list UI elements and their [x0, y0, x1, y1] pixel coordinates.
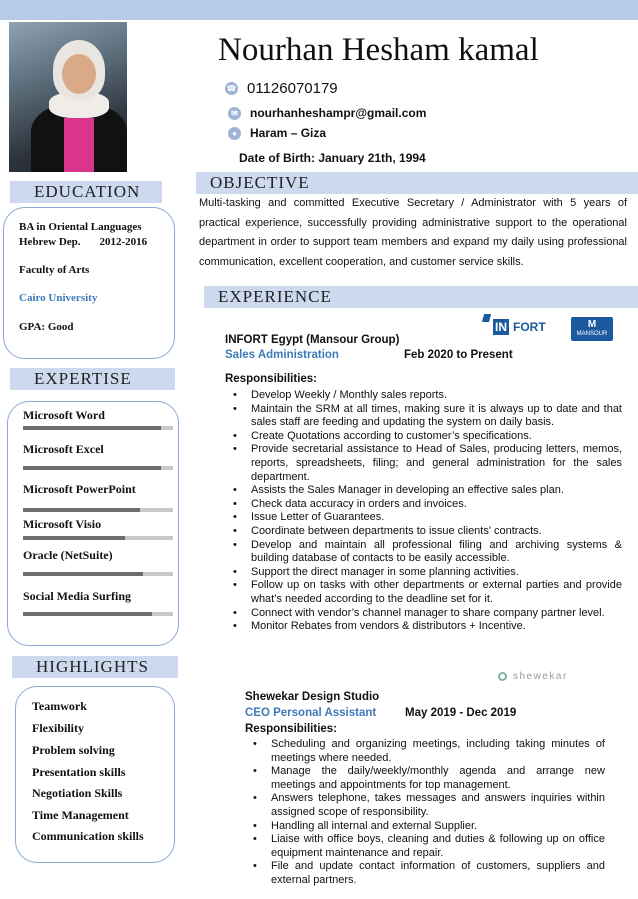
- university: Cairo University: [19, 292, 98, 304]
- top-band: [0, 0, 638, 20]
- skill-label: Oracle (NetSuite): [23, 548, 113, 562]
- responsibility-item: • Develop Weekly / Monthly sales reports.: [226, 389, 622, 403]
- responsibilities-label: Responsibilities:: [225, 373, 318, 385]
- highlights-heading: HIGHLIGHTS: [12, 656, 178, 678]
- skill-bar-fill: [23, 426, 161, 430]
- shewekar-logo-mark: [498, 672, 507, 681]
- job-period: May 2019 - Dec 2019: [405, 707, 517, 719]
- job-period: Feb 2020 to Present: [404, 349, 513, 361]
- responsibility-item: • Coordinate between departments to issue clients' contracts.: [226, 525, 622, 539]
- faculty: Faculty of Arts: [19, 264, 90, 276]
- responsibility-item: • Support the direct manager in some planning activities.: [226, 566, 622, 580]
- responsibility-item: • Check data accuracy in orders and invoices.: [226, 498, 622, 512]
- infort-logo-in: IN: [495, 320, 507, 334]
- responsibility-item: • File and update contact information of customers, suppliers and external partners.: [246, 860, 605, 887]
- education-box: [3, 207, 175, 359]
- address: Haram – Giza: [250, 126, 327, 140]
- skill-bar-fill: [23, 466, 161, 470]
- profile-photo: [9, 22, 127, 172]
- responsibility-item: • Develop and maintain all professional filing and archiving systems & building database of contacts to be easily accessible.: [226, 539, 622, 566]
- skill-bar: [23, 536, 173, 540]
- job-role: CEO Personal Assistant: [245, 707, 377, 719]
- address-row: [228, 126, 326, 140]
- responsibility-item: • Answers telephone, takes messages and answers inquiries within assigned scope of responsibility.: [246, 792, 605, 819]
- objective-heading: OBJECTIVE: [196, 172, 638, 194]
- education-years: 2012-2016: [99, 236, 148, 248]
- skill-bar-fill: [23, 536, 125, 540]
- responsibility-item: • Issue Letter of Guarantees.: [226, 511, 622, 525]
- skill-bar-fill: [23, 572, 143, 576]
- department: Hebrew Dep.: [19, 236, 81, 248]
- responsibility-item: • Connect with vendor’s channel manager to share company partner level.: [226, 607, 622, 621]
- responsibility-item: • Follow up on tasks with other departments or external parties and provide what’s needed according to the deadline set for it.: [226, 579, 622, 606]
- department-line: [19, 236, 147, 248]
- responsibility-item: • Scheduling and organizing meetings, including taking minutes of meetings where needed.: [246, 738, 605, 765]
- skill-label: Microsoft Excel: [23, 442, 104, 456]
- highlight-item: Teamwork: [32, 699, 87, 713]
- candidate-name: Nourhan Hesham kamal: [218, 32, 539, 68]
- responsibilities-label: Responsibilities:: [245, 723, 338, 735]
- degree: BA in Oriental Languages: [19, 221, 142, 233]
- expertise-heading: EXPERTISE: [10, 368, 175, 390]
- experience-heading: EXPERIENCE: [204, 286, 638, 308]
- infort-logo: [481, 313, 546, 343]
- shewekar-logo: [498, 671, 568, 682]
- skill-bar-fill: [23, 508, 140, 512]
- highlight-item: Presentation skills: [32, 765, 126, 779]
- email-row: [228, 106, 426, 120]
- job-role: Sales Administration: [225, 349, 339, 361]
- responsibilities-list: [226, 389, 622, 634]
- location-icon: ●: [228, 127, 241, 140]
- skill-bar: [23, 426, 173, 430]
- highlight-item: Flexibility: [32, 721, 84, 735]
- skill-bar: [23, 508, 173, 512]
- highlight-item: Communication skills: [32, 829, 144, 843]
- responsibility-item: • Handling all internal and external Supplier.: [246, 820, 605, 834]
- phone-icon: ☎: [226, 84, 237, 93]
- responsibility-item: • Provide secretarial assistance to Head of Sales, producing letters, memos, reports, spreadsheets, filing; and general administration for the sales department.: [226, 443, 622, 484]
- skill-label: Social Media Surfing: [23, 589, 132, 603]
- responsibility-item: • Monitor Rebates from vendors & distributors + Incentive.: [226, 620, 622, 634]
- mail-icon: ✉: [228, 107, 241, 120]
- email-address: nourhanheshampr@gmail.com: [250, 106, 427, 120]
- job-company: INFORT Egypt (Mansour Group): [225, 334, 400, 346]
- phone-number: 01126070179: [247, 80, 338, 97]
- education-heading: EDUCATION: [10, 181, 162, 203]
- responsibility-item: • Assists the Sales Manager in developing an effective sales plan.: [226, 484, 622, 498]
- shewekar-logo-text: shewekar: [513, 671, 568, 682]
- infort-logo-fort: FORT: [513, 320, 546, 334]
- mansour-logo: M MANSOUR: [571, 317, 613, 341]
- highlight-item: Negotiation Skills: [32, 786, 123, 800]
- responsibilities-list: [246, 738, 605, 888]
- job-company: Shewekar Design Studio: [245, 691, 380, 703]
- responsibility-item: • Maintain the SRM at all times, making sure it is always up to date and that sales staff are feeding and updating the system on daily basis.: [226, 403, 622, 430]
- objective-text: Multi-tasking and committed Executive Secretary / Administrator with 5 years of practical experience, successfully providing administrative support to the operational department in order to support team members and expand my daily using professional communication, excellent cooperation, and customer service skills.: [199, 197, 627, 268]
- highlight-item: Time Management: [32, 808, 129, 822]
- skill-bar-fill: [23, 612, 152, 616]
- responsibility-item: • Create Quotations according to customer’s specifications.: [226, 430, 622, 444]
- skill-bar: [23, 612, 173, 616]
- skill-bar: [23, 572, 173, 576]
- responsibility-item: • Manage the daily/weekly/monthly agenda and arrange new meetings and appointments for top management.: [246, 765, 605, 792]
- responsibility-item: • Liaise with office boys, cleaning and duties & following up on office equipment maintenance and repair.: [246, 833, 605, 860]
- skill-bar: [23, 466, 173, 470]
- date-of-birth: Date of Birth: January 21th, 1994: [239, 151, 426, 165]
- skill-label: Microsoft Visio: [23, 517, 102, 531]
- gpa: GPA: Good: [19, 321, 74, 333]
- skill-label: Microsoft Word: [23, 408, 105, 422]
- highlight-item: Problem solving: [32, 743, 115, 757]
- phone-row: [225, 80, 338, 97]
- skill-label: Microsoft PowerPoint: [23, 482, 136, 496]
